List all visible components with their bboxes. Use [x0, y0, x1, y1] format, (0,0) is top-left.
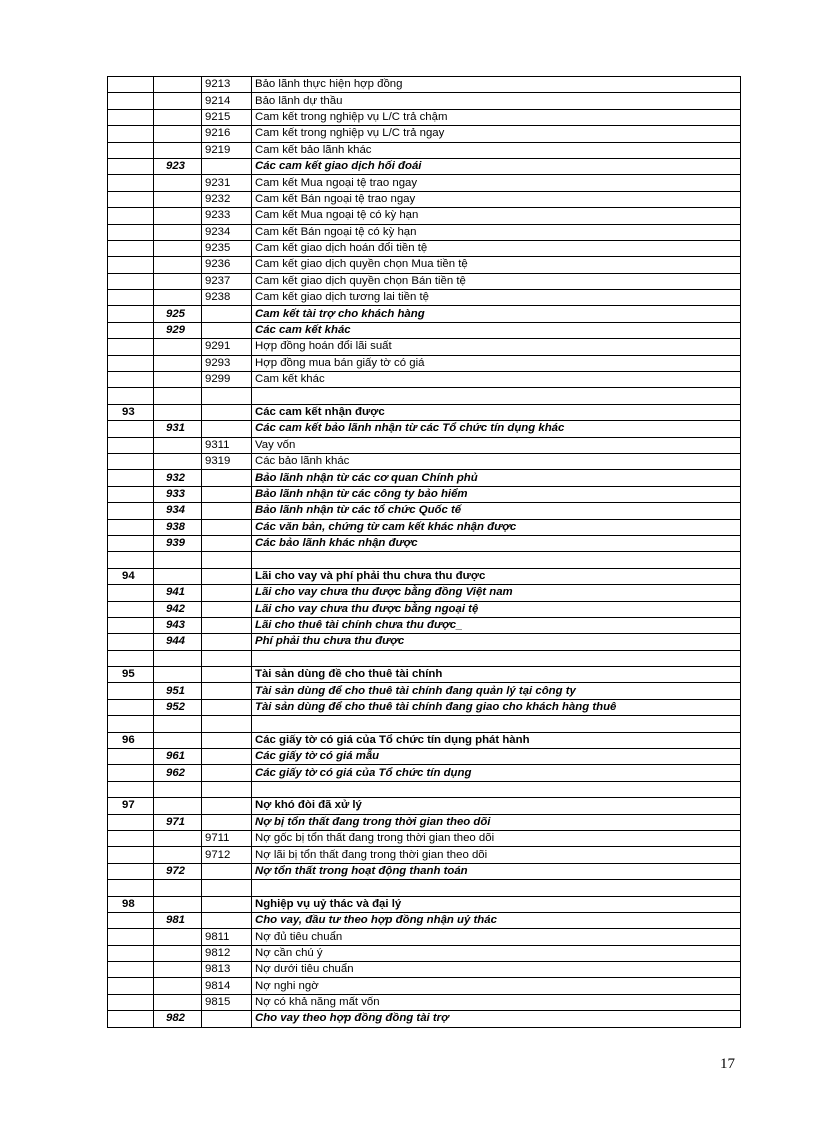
- account-level3-code: 9214: [202, 93, 252, 109]
- account-level2-code: [154, 552, 202, 568]
- account-title: Cam kết tài trợ cho khách hàng: [252, 306, 741, 322]
- account-level1-code: [108, 683, 154, 699]
- account-title: Các văn bản, chứng từ cam kết khác nhận được: [252, 519, 741, 535]
- account-title: Cam kết khác: [252, 372, 741, 388]
- account-level3-code: 9299: [202, 372, 252, 388]
- account-level1-code: [108, 158, 154, 174]
- account-level2-code: [154, 781, 202, 797]
- account-row: [108, 683, 741, 699]
- account-title: Bảo lãnh nhận từ các tổ chức Quốc tế: [252, 503, 741, 519]
- account-level2-code: 944: [154, 634, 202, 650]
- account-row: [108, 503, 741, 519]
- account-title: Nợ dưới tiêu chuẩn: [252, 962, 741, 978]
- account-title: [252, 552, 741, 568]
- account-row: [108, 240, 741, 256]
- account-level2-code: [154, 175, 202, 191]
- account-title: Nợ tổn thất trong hoạt động thanh toán: [252, 863, 741, 879]
- account-title: Các cam kết khác: [252, 322, 741, 338]
- account-title: Hợp đồng hoán đổi lãi suất: [252, 339, 741, 355]
- account-level2-code: [154, 77, 202, 93]
- account-level2-code: [154, 830, 202, 846]
- account-level2-code: 942: [154, 601, 202, 617]
- account-level2-code: 929: [154, 322, 202, 338]
- account-title: Cam kết giao dịch tương lai tiền tệ: [252, 290, 741, 306]
- account-title: [252, 650, 741, 666]
- account-level3-code: 9815: [202, 994, 252, 1010]
- account-level2-code: [154, 880, 202, 896]
- account-title: Các cam kết nhận được: [252, 404, 741, 420]
- account-level1-code: [108, 535, 154, 551]
- account-row: [108, 749, 741, 765]
- account-level1-code: [108, 339, 154, 355]
- account-level2-code: 925: [154, 306, 202, 322]
- blank-row: [108, 781, 741, 797]
- account-level1-code: [108, 421, 154, 437]
- account-level1-code: [108, 191, 154, 207]
- account-title: Các bảo lãnh khác: [252, 453, 741, 469]
- account-level1-code: [108, 175, 154, 191]
- blank-row: [108, 552, 741, 568]
- account-title: [252, 388, 741, 404]
- account-level1-code: [108, 617, 154, 633]
- blank-row: [108, 880, 741, 896]
- account-level1-code: [108, 962, 154, 978]
- account-level3-code: [202, 667, 252, 683]
- account-title: Cam kết Mua ngoại tệ trao ngay: [252, 175, 741, 191]
- account-level3-code: [202, 781, 252, 797]
- account-title: Cam kết trong nghiệp vụ L/C trả ngay: [252, 126, 741, 142]
- account-level3-code: [202, 306, 252, 322]
- account-row: [108, 257, 741, 273]
- account-level1-code: 95: [108, 667, 154, 683]
- account-level2-code: [154, 994, 202, 1010]
- account-row: [108, 372, 741, 388]
- account-level2-code: [154, 896, 202, 912]
- account-title: [252, 716, 741, 732]
- account-row: [108, 962, 741, 978]
- account-level2-code: 938: [154, 519, 202, 535]
- account-level3-code: [202, 322, 252, 338]
- account-row: [108, 634, 741, 650]
- account-row: [108, 142, 741, 158]
- account-level3-code: 9232: [202, 191, 252, 207]
- account-level2-code: [154, 650, 202, 666]
- account-title: Tài sản dùng đề cho thuê tài chính: [252, 667, 741, 683]
- account-level3-code: [202, 732, 252, 748]
- account-row: [108, 519, 741, 535]
- account-row: [108, 847, 741, 863]
- account-level3-code: [202, 585, 252, 601]
- account-level3-code: 9711: [202, 830, 252, 846]
- account-level3-code: [202, 470, 252, 486]
- account-level3-code: 9813: [202, 962, 252, 978]
- account-level3-code: [202, 683, 252, 699]
- account-level2-code: 981: [154, 912, 202, 928]
- account-level3-code: 9216: [202, 126, 252, 142]
- account-level1-code: [108, 224, 154, 240]
- account-level1-code: [108, 994, 154, 1010]
- account-title: Hợp đồng mua bán giấy tờ có giá: [252, 355, 741, 371]
- account-level2-code: [154, 339, 202, 355]
- account-level3-code: 9811: [202, 929, 252, 945]
- account-level2-code: [154, 273, 202, 289]
- account-title: Nợ gốc bị tổn thất đang trong thời gian theo dõi: [252, 830, 741, 846]
- account-title: Cam kết trong nghiệp vụ L/C trả chậm: [252, 109, 741, 125]
- account-level1-code: [108, 552, 154, 568]
- account-level3-code: [202, 503, 252, 519]
- account-title: Cam kết Bán ngoại tệ có kỳ hạn: [252, 224, 741, 240]
- account-title: Các giấy tờ có giá của Tổ chức tín dụng: [252, 765, 741, 781]
- account-title: Các cam kết giao dịch hối đoái: [252, 158, 741, 174]
- account-row: [108, 208, 741, 224]
- account-title: Tài sản dùng để cho thuê tài chính đang giao cho khách hàng thuê: [252, 699, 741, 715]
- account-level2-code: 962: [154, 765, 202, 781]
- account-level3-code: [202, 552, 252, 568]
- account-level1-code: [108, 486, 154, 502]
- account-row: [108, 339, 741, 355]
- account-level2-code: 933: [154, 486, 202, 502]
- account-row: [108, 667, 741, 683]
- account-row: [108, 421, 741, 437]
- account-level2-code: [154, 126, 202, 142]
- account-level2-code: [154, 568, 202, 584]
- account-level1-code: [108, 453, 154, 469]
- account-title: Vay vốn: [252, 437, 741, 453]
- account-level1-code: [108, 355, 154, 371]
- account-row: [108, 978, 741, 994]
- account-level3-code: 9236: [202, 257, 252, 273]
- account-row: [108, 798, 741, 814]
- account-level1-code: [108, 306, 154, 322]
- account-level1-code: [108, 142, 154, 158]
- account-level2-code: [154, 191, 202, 207]
- account-row: [108, 93, 741, 109]
- account-level3-code: 9319: [202, 453, 252, 469]
- account-level3-code: 9238: [202, 290, 252, 306]
- account-level2-code: 943: [154, 617, 202, 633]
- account-title: Các bảo lãnh khác nhận được: [252, 535, 741, 551]
- account-level2-code: [154, 798, 202, 814]
- account-level1-code: [108, 650, 154, 666]
- account-level1-code: [108, 912, 154, 928]
- account-level1-code: [108, 388, 154, 404]
- account-level1-code: [108, 781, 154, 797]
- account-title: Cam kết giao dịch quyền chọn Mua tiền tệ: [252, 257, 741, 273]
- account-level1-code: [108, 585, 154, 601]
- account-level3-code: [202, 388, 252, 404]
- account-row: [108, 830, 741, 846]
- account-row: [108, 290, 741, 306]
- account-level3-code: [202, 486, 252, 502]
- account-level3-code: [202, 421, 252, 437]
- account-level1-code: [108, 470, 154, 486]
- account-title: Nghiệp vụ uỷ thác và đại lý: [252, 896, 741, 912]
- account-row: [108, 191, 741, 207]
- account-row: [108, 814, 741, 830]
- account-level1-code: [108, 290, 154, 306]
- account-level1-code: [108, 814, 154, 830]
- account-row: [108, 158, 741, 174]
- account-level3-code: [202, 601, 252, 617]
- account-level1-code: 94: [108, 568, 154, 584]
- account-title: Nợ đủ tiêu chuẩn: [252, 929, 741, 945]
- account-level3-code: [202, 519, 252, 535]
- account-level2-code: [154, 962, 202, 978]
- account-level1-code: [108, 863, 154, 879]
- account-level3-code: [202, 896, 252, 912]
- account-level1-code: [108, 322, 154, 338]
- account-level1-code: [108, 634, 154, 650]
- account-level3-code: [202, 568, 252, 584]
- account-row: [108, 126, 741, 142]
- account-level2-code: [154, 437, 202, 453]
- account-level2-code: [154, 208, 202, 224]
- account-title: Các giấy tờ có giá mẫu: [252, 749, 741, 765]
- blank-row: [108, 716, 741, 732]
- account-title: Lãi cho thuê tài chính chưa thu được_: [252, 617, 741, 633]
- account-level1-code: [108, 749, 154, 765]
- account-level1-code: 96: [108, 732, 154, 748]
- account-title: Bảo lãnh dự thầu: [252, 93, 741, 109]
- account-level1-code: [108, 929, 154, 945]
- account-level3-code: [202, 863, 252, 879]
- account-level2-code: [154, 945, 202, 961]
- account-level2-code: [154, 109, 202, 125]
- account-level3-code: [202, 798, 252, 814]
- account-level3-code: [202, 404, 252, 420]
- account-title: Các giấy tờ có giá của Tổ chức tín dụng phát hành: [252, 732, 741, 748]
- accounts-table-body: [108, 77, 741, 1028]
- account-level1-code: [108, 240, 154, 256]
- account-level2-code: 932: [154, 470, 202, 486]
- account-level3-code: [202, 617, 252, 633]
- account-level1-code: [108, 273, 154, 289]
- account-level3-code: 9293: [202, 355, 252, 371]
- account-level3-code: 9213: [202, 77, 252, 93]
- account-level1-code: 98: [108, 896, 154, 912]
- account-level1-code: [108, 93, 154, 109]
- account-title: Tài sản dùng để cho thuê tài chính đang quản lý tại công ty: [252, 683, 741, 699]
- account-row: [108, 732, 741, 748]
- account-level3-code: [202, 1011, 252, 1027]
- account-level1-code: [108, 77, 154, 93]
- account-level3-code: 9237: [202, 273, 252, 289]
- account-row: [108, 863, 741, 879]
- account-level2-code: 934: [154, 503, 202, 519]
- account-level2-code: [154, 667, 202, 683]
- account-level2-code: 941: [154, 585, 202, 601]
- account-level3-code: 9233: [202, 208, 252, 224]
- account-level3-code: [202, 716, 252, 732]
- account-level3-code: [202, 535, 252, 551]
- account-level3-code: [202, 814, 252, 830]
- account-level3-code: [202, 650, 252, 666]
- account-level3-code: 9291: [202, 339, 252, 355]
- account-row: [108, 470, 741, 486]
- account-title: Nợ nghi ngờ: [252, 978, 741, 994]
- account-row: [108, 437, 741, 453]
- account-level2-code: 951: [154, 683, 202, 699]
- account-title: Các cam kết bảo lãnh nhận từ các Tổ chức tín dụng khác: [252, 421, 741, 437]
- account-row: [108, 175, 741, 191]
- account-level1-code: [108, 503, 154, 519]
- account-title: [252, 781, 741, 797]
- account-title: Lãi cho vay chưa thu được bằng ngoại tệ: [252, 601, 741, 617]
- account-level3-code: [202, 880, 252, 896]
- account-row: [108, 1011, 741, 1027]
- account-title: Lãi cho vay chưa thu được bằng đồng Việt nam: [252, 585, 741, 601]
- account-row: [108, 699, 741, 715]
- account-level3-code: 9712: [202, 847, 252, 863]
- account-level1-code: [108, 880, 154, 896]
- account-row: [108, 994, 741, 1010]
- account-row: [108, 273, 741, 289]
- account-level1-code: 97: [108, 798, 154, 814]
- account-level1-code: [108, 847, 154, 863]
- account-level3-code: [202, 158, 252, 174]
- account-level2-code: [154, 453, 202, 469]
- account-level2-code: [154, 93, 202, 109]
- account-row: [108, 109, 741, 125]
- account-level2-code: [154, 404, 202, 420]
- page-number: 17: [720, 1056, 735, 1072]
- account-level1-code: [108, 519, 154, 535]
- account-level2-code: [154, 716, 202, 732]
- account-row: [108, 912, 741, 928]
- account-title: Bảo lãnh nhận từ các công ty bảo hiểm: [252, 486, 741, 502]
- account-level2-code: [154, 929, 202, 945]
- account-title: Nợ lãi bị tổn thất đang trong thời gian theo dõi: [252, 847, 741, 863]
- account-level2-code: 931: [154, 421, 202, 437]
- account-level1-code: [108, 437, 154, 453]
- account-level3-code: [202, 699, 252, 715]
- account-level1-code: 93: [108, 404, 154, 420]
- account-level1-code: [108, 978, 154, 994]
- account-level3-code: 9219: [202, 142, 252, 158]
- account-level3-code: 9812: [202, 945, 252, 961]
- blank-row: [108, 650, 741, 666]
- account-row: [108, 404, 741, 420]
- account-title: Nợ cần chú ý: [252, 945, 741, 961]
- account-level3-code: 9235: [202, 240, 252, 256]
- account-level2-code: [154, 257, 202, 273]
- account-level1-code: [108, 372, 154, 388]
- account-level3-code: 9814: [202, 978, 252, 994]
- account-level3-code: 9215: [202, 109, 252, 125]
- account-level2-code: 952: [154, 699, 202, 715]
- account-row: [108, 945, 741, 961]
- account-title: Cam kết giao dịch hoán đổi tiền tệ: [252, 240, 741, 256]
- account-title: Cho vay, đầu tư theo hợp đồng nhận uỷ thác: [252, 912, 741, 928]
- accounts-table: [107, 76, 741, 1028]
- account-level2-code: 961: [154, 749, 202, 765]
- account-level1-code: [108, 716, 154, 732]
- account-row: [108, 306, 741, 322]
- account-row: [108, 453, 741, 469]
- account-row: [108, 355, 741, 371]
- account-row: [108, 601, 741, 617]
- account-level1-code: [108, 126, 154, 142]
- account-title: Bảo lãnh nhận từ các cơ quan Chính phủ: [252, 470, 741, 486]
- account-level2-code: 972: [154, 863, 202, 879]
- account-title: Lãi cho vay và phí phải thu chưa thu được: [252, 568, 741, 584]
- account-level3-code: 9231: [202, 175, 252, 191]
- account-title: Cam kết giao dịch quyền chọn Bán tiền tệ: [252, 273, 741, 289]
- account-level3-code: 9234: [202, 224, 252, 240]
- account-level1-code: [108, 1011, 154, 1027]
- account-level2-code: 971: [154, 814, 202, 830]
- account-title: Phí phải thu chưa thu được: [252, 634, 741, 650]
- account-level3-code: [202, 765, 252, 781]
- account-level1-code: [108, 208, 154, 224]
- account-level1-code: [108, 699, 154, 715]
- account-row: [108, 224, 741, 240]
- account-level2-code: 939: [154, 535, 202, 551]
- account-row: [108, 896, 741, 912]
- account-row: [108, 535, 741, 551]
- account-level2-code: [154, 290, 202, 306]
- account-level2-code: [154, 847, 202, 863]
- account-level1-code: [108, 765, 154, 781]
- account-title: [252, 880, 741, 896]
- account-row: [108, 568, 741, 584]
- account-row: [108, 929, 741, 945]
- account-level2-code: [154, 142, 202, 158]
- account-level2-code: [154, 732, 202, 748]
- blank-row: [108, 388, 741, 404]
- account-row: [108, 585, 741, 601]
- account-level2-code: [154, 355, 202, 371]
- account-title: Nợ bị tổn thất đang trong thời gian theo dõi: [252, 814, 741, 830]
- account-level1-code: [108, 601, 154, 617]
- account-row: [108, 322, 741, 338]
- account-level3-code: [202, 912, 252, 928]
- account-title: Nợ khó đòi đã xử lý: [252, 798, 741, 814]
- account-level1-code: [108, 257, 154, 273]
- account-level2-code: [154, 388, 202, 404]
- account-title: Cam kết Mua ngoại tệ có kỳ hạn: [252, 208, 741, 224]
- account-level2-code: [154, 240, 202, 256]
- account-title: Bảo lãnh thực hiện hợp đồng: [252, 77, 741, 93]
- account-row: [108, 77, 741, 93]
- account-row: [108, 617, 741, 633]
- account-title: Cho vay theo hợp đồng đồng tài trợ: [252, 1011, 741, 1027]
- account-level3-code: [202, 749, 252, 765]
- account-level3-code: 9311: [202, 437, 252, 453]
- account-level2-code: 982: [154, 1011, 202, 1027]
- account-level1-code: [108, 945, 154, 961]
- account-level2-code: [154, 978, 202, 994]
- account-title: Nợ có khả năng mất vốn: [252, 994, 741, 1010]
- account-level2-code: [154, 372, 202, 388]
- account-level1-code: [108, 830, 154, 846]
- account-row: [108, 765, 741, 781]
- account-level1-code: [108, 109, 154, 125]
- account-level2-code: [154, 224, 202, 240]
- account-level2-code: 923: [154, 158, 202, 174]
- account-row: [108, 486, 741, 502]
- account-title: Cam kết bảo lãnh khác: [252, 142, 741, 158]
- account-level3-code: [202, 634, 252, 650]
- account-title: Cam kết Bán ngoại tệ trao ngay: [252, 191, 741, 207]
